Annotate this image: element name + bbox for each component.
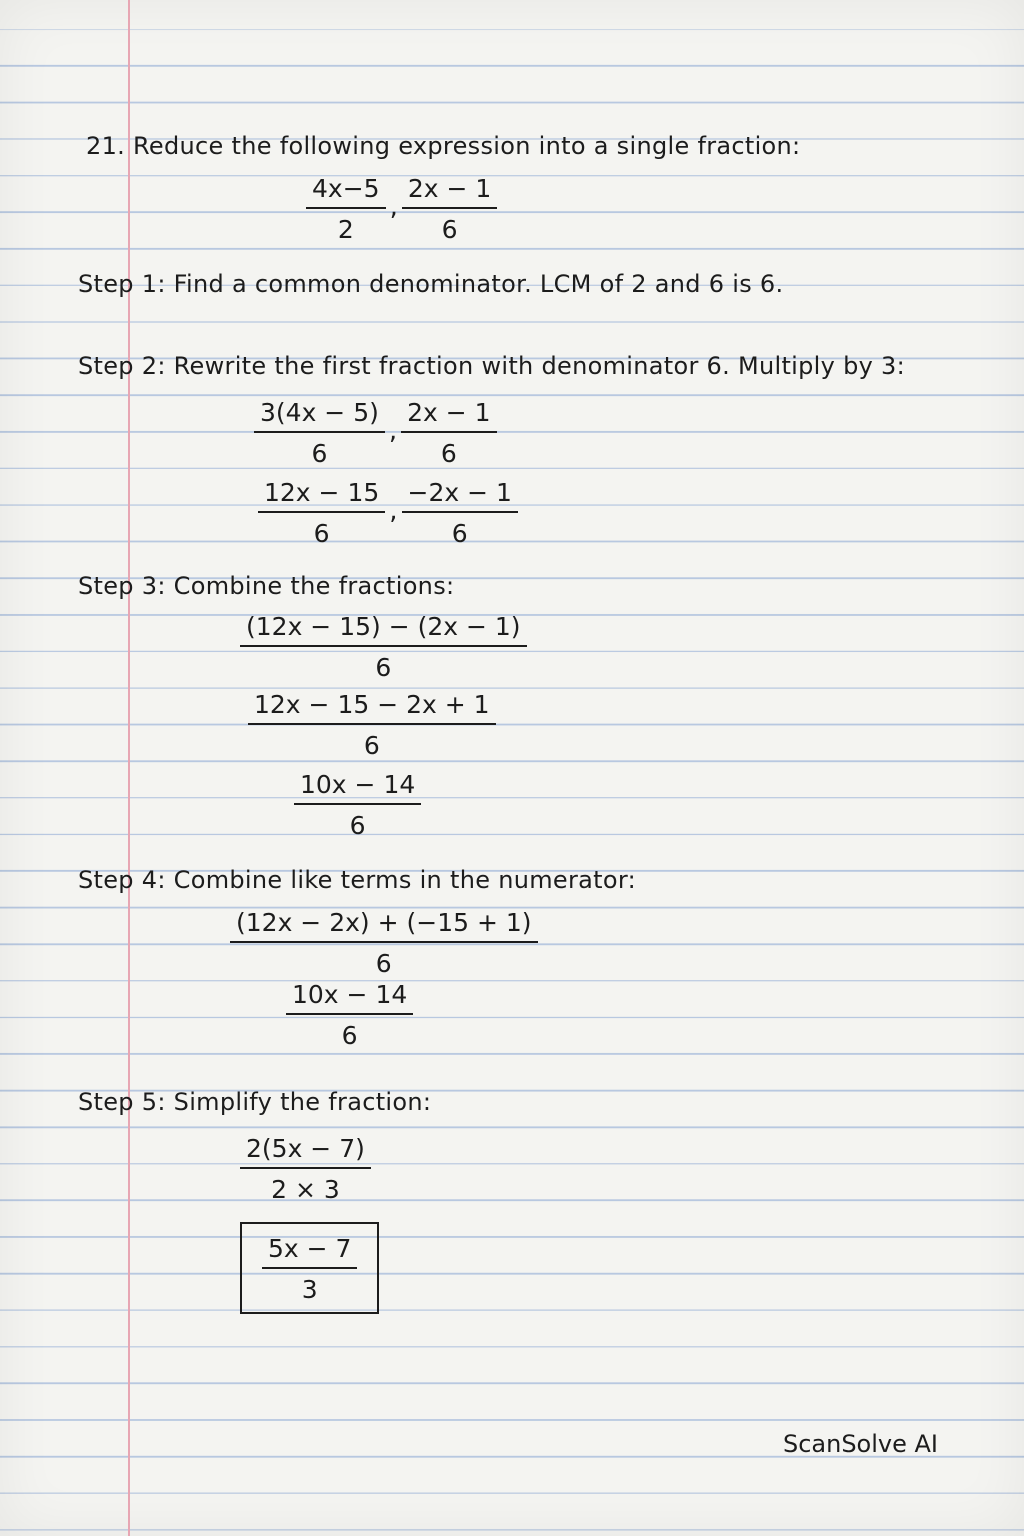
denominator: 6 <box>349 811 366 840</box>
fraction <box>230 908 538 978</box>
denominator: 6 <box>440 439 457 468</box>
fraction <box>248 690 496 760</box>
problem-number: 21. <box>86 132 126 160</box>
step-3-text: Step 3: Combine the fractions: <box>78 572 455 600</box>
step-3-fraction-2 <box>248 690 496 760</box>
brand-label: ScanSolve AI <box>782 1430 938 1458</box>
separator: , <box>388 416 398 446</box>
denominator: 6 <box>311 439 328 468</box>
numerator: 12x − 15 <box>258 478 385 513</box>
numerator: 2x − 1 <box>401 398 496 433</box>
step-3-fraction-1 <box>240 612 527 682</box>
numerator: −2x − 1 <box>402 478 518 513</box>
fraction <box>402 174 497 244</box>
denominator: 2 <box>337 215 354 244</box>
margin-line <box>128 0 130 1536</box>
fraction <box>401 398 496 468</box>
problem-statement <box>86 132 800 160</box>
step-4-text: Step 4: Combine like terms in the numerator: <box>78 866 636 894</box>
denominator: 6 <box>451 519 468 548</box>
numerator: (12x − 2x) + (−15 + 1) <box>230 908 538 943</box>
step-5-text: Step 5: Simplify the fraction: <box>78 1088 432 1116</box>
separator: , <box>389 192 398 222</box>
fraction <box>294 770 421 840</box>
numerator: (12x − 15) − (2x − 1) <box>240 612 527 647</box>
step-2-line-1 <box>254 398 497 468</box>
problem-expression <box>306 174 497 244</box>
denominator: 6 <box>363 731 380 760</box>
denominator: 2 × 3 <box>271 1175 340 1204</box>
problem-text: Reduce the following expression into a single fraction: <box>133 132 801 160</box>
denominator: 6 <box>341 1021 358 1050</box>
step-2-line-2 <box>258 478 518 548</box>
step-1-text: Step 1: Find a common denominator. LCM of 2 and 6 is 6. <box>78 270 784 298</box>
fraction <box>240 1134 371 1204</box>
fraction <box>258 478 385 548</box>
numerator: 2(5x − 7) <box>240 1134 371 1169</box>
fraction <box>286 980 413 1050</box>
numerator: 2x − 1 <box>402 174 497 209</box>
numerator: 5x − 7 <box>262 1234 357 1269</box>
denominator: 3 <box>301 1275 318 1304</box>
denominator: 6 <box>441 215 458 244</box>
fraction <box>240 612 527 682</box>
numerator: 3(4x − 5) <box>254 398 385 433</box>
denominator: 6 <box>375 653 392 682</box>
fraction <box>254 398 385 468</box>
numerator: 10x − 14 <box>286 980 413 1015</box>
fraction <box>262 1234 357 1304</box>
final-answer-box <box>240 1222 379 1314</box>
separator: , <box>389 496 398 526</box>
step-2-text: Step 2: Rewrite the first fraction with denominator 6. Multiply by 3: <box>78 352 905 380</box>
step-3-fraction-3 <box>294 770 421 840</box>
denominator: 6 <box>375 949 392 978</box>
fraction <box>402 478 518 548</box>
fraction <box>306 174 386 244</box>
denominator: 6 <box>313 519 330 548</box>
step-4-fraction-2 <box>286 980 413 1050</box>
numerator: 12x − 15 − 2x + 1 <box>248 690 496 725</box>
step-4-fraction-1 <box>230 908 538 978</box>
step-5-fraction-1 <box>240 1134 371 1204</box>
numerator: 10x − 14 <box>294 770 421 805</box>
numerator: 4x−5 <box>306 174 386 209</box>
